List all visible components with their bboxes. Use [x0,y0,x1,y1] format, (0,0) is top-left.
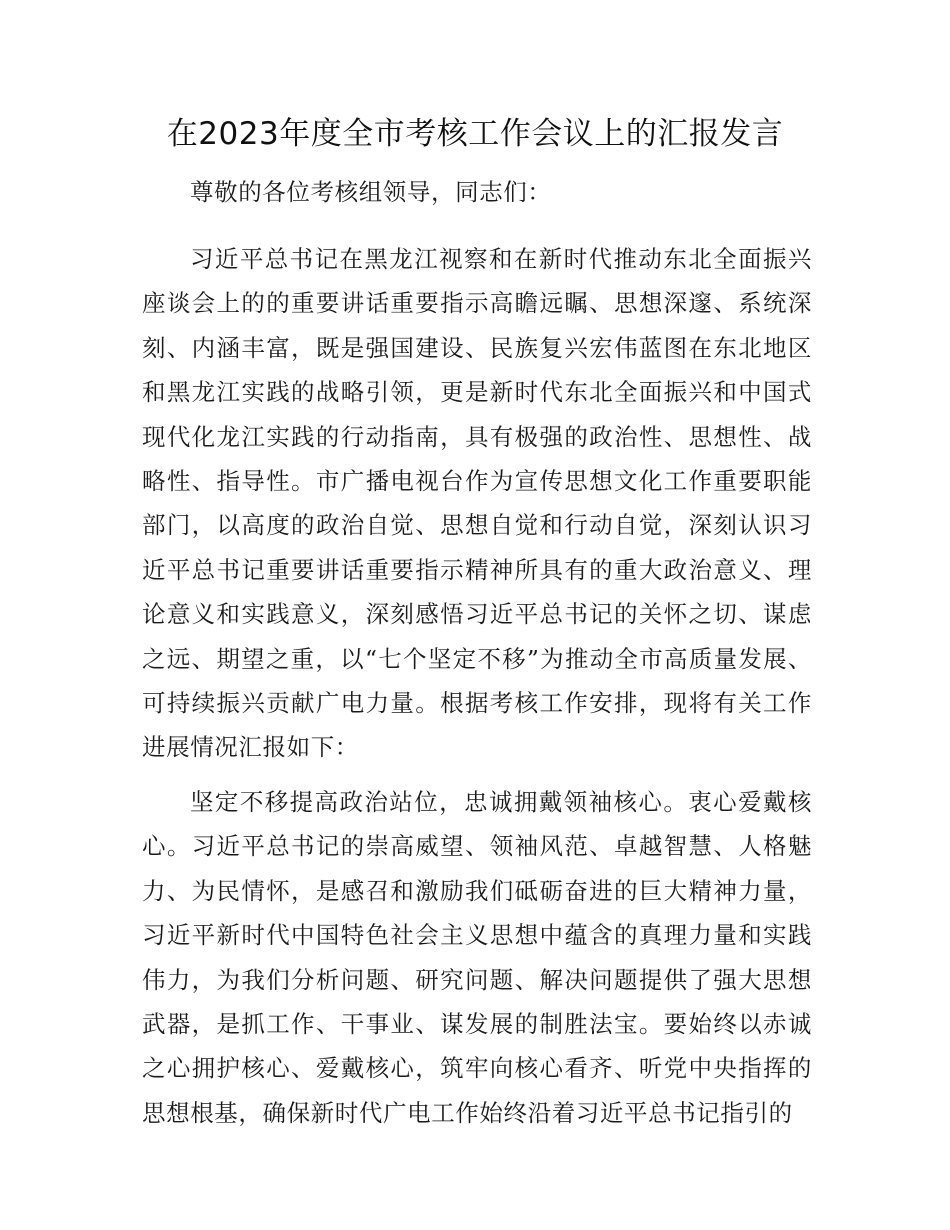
salutation: 尊敬的各位考核组领导，同志们： [190,178,552,206]
paragraph-2: 坚定不移提高政治站位，忠诚拥戴领袖核心。衷心爱戴核心。习近平总书记的崇高威望、领袖风范、卓越智慧、人格魅力、为民情怀，是感召和激励我们砥砺奋进的巨大精神力量，习近平新时代中国特色社会主义思想中蕴含的真理力量和实践伟力，为我们分析问题、研究问题、解决问题提供了强大思想武器，是抓工作、干事业、谋发展的制胜法宝。要始终以赤诚之心拥护核心、爱戴核心，筑牢向核心看齐、听党中央指挥的思想根基，确保新时代广电工作始终沿着习近平总书记指引的 [142,788,812,1127]
document-title: 在2023年度全市考核工作会议上的汇报发言 [166,116,784,152]
paragraph-1: 习近平总书记在黑龙江视察和在新时代推动东北全面振兴座谈会上的的重要讲话重要指示高瞻远瞩、思想深邃、系统深刻、内涵丰富，既是强国建设、民族复兴宏伟蓝图在东北地区和黑龙江实践的战略引领，更是新时代东北全面振兴和中国式现代化龙江实践的行动指南，具有极强的政治性、思想性、战略性、指导性。市广播电视台作为宣传思想文化工作重要职能部门，以高度的政治自觉、思想自觉和行动自觉，深刻认识习近平总书记重要讲话重要指示精神所具有的重大政治意义、理论意义和实践意义，深刻感悟习近平总书记的关怀之切、谋虑之远、期望之重，以“七个坚定不移”为推动全市高质量发展、可持续振兴贡献广电力量。根据考核工作安排，现将有关工作进展情况汇报如下： [142,245,812,762]
